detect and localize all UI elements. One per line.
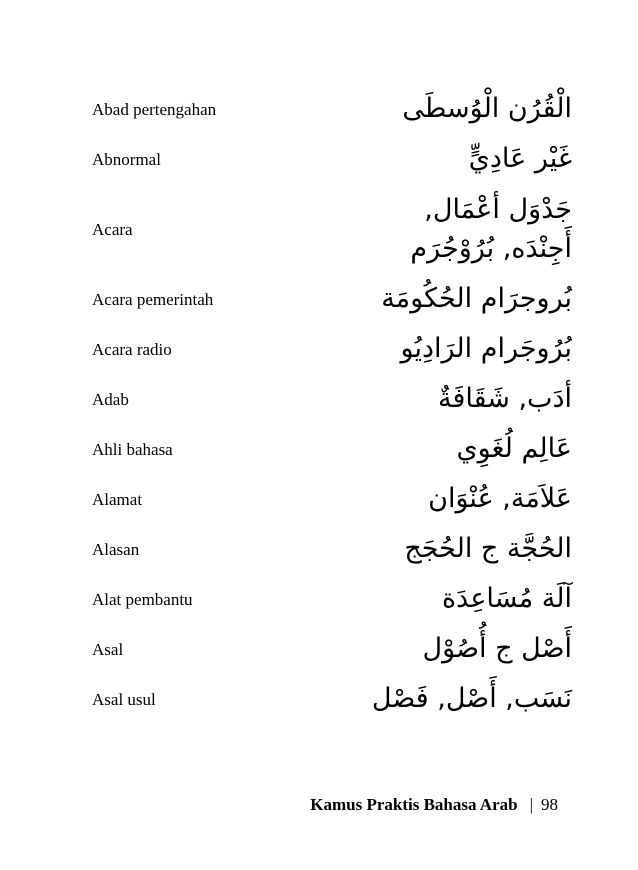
footer-separator: | <box>529 795 533 814</box>
entry-term: Alasan <box>92 539 140 559</box>
entry-term: Asal usul <box>92 689 156 709</box>
entry-term: Alamat <box>92 489 143 509</box>
entry-row <box>92 474 572 524</box>
page-footer <box>0 795 558 815</box>
entry-row <box>92 184 572 274</box>
entry-arabic <box>442 579 572 618</box>
arabic-line: غَيْر عَادِيٍّ <box>468 143 572 175</box>
entry-term: Asal <box>92 639 124 659</box>
entry-arabic <box>401 329 572 368</box>
arabic-line: أدَب, شَقَافَةٌ <box>438 383 572 415</box>
entry-row <box>92 374 572 424</box>
entry-arabic <box>469 139 572 178</box>
page-number: 98 <box>541 795 558 814</box>
arabic-line: بُروجرَام الحُكُومَة <box>381 283 572 315</box>
arabic-line: الحُجَّة ج الحُجَج <box>404 533 572 565</box>
entry-row <box>92 84 572 134</box>
entry-arabic <box>438 379 572 418</box>
entry-row <box>92 524 572 574</box>
entry-arabic <box>410 190 572 268</box>
arabic-line: بُرُوجَرام الرَادِيُو <box>400 333 572 365</box>
dictionary-entries <box>92 84 572 724</box>
arabic-line: الْقُرُن الْوُسطَى <box>402 93 572 125</box>
entry-term: Alat pembantu <box>92 589 193 609</box>
arabic-line: أَجِنْدَه, بُرُوْجُرَم <box>410 233 572 264</box>
entry-term: Adab <box>92 389 129 409</box>
entry-term: Abnormal <box>92 149 161 169</box>
book-title: Kamus Praktis Bahasa Arab <box>310 795 518 814</box>
arabic-line: جَدْوَل أعْمَال, <box>424 193 572 225</box>
entry-term: Acara radio <box>92 339 172 359</box>
entry-row <box>92 274 572 324</box>
arabic-line: أَصْل ج أُصُوْل <box>422 633 572 665</box>
entry-term: Abad pertengahan <box>92 99 217 119</box>
entry-arabic <box>402 89 572 128</box>
entry-row <box>92 674 572 724</box>
entry-arabic <box>457 429 572 468</box>
entry-arabic <box>381 279 572 318</box>
entry-arabic <box>423 629 572 668</box>
entry-arabic <box>372 679 572 718</box>
entry-term: Ahli bahasa <box>92 439 173 459</box>
entry-row <box>92 324 572 374</box>
entry-row <box>92 624 572 674</box>
entry-row <box>92 424 572 474</box>
arabic-line: آلَة مُسَاعِدَة <box>442 583 572 615</box>
arabic-line: عَلاَمَة, عُنْوَان <box>428 483 572 515</box>
arabic-line: نَسَب, أَصْل, فَصْل <box>371 683 572 715</box>
entry-term: Acara pemerintah <box>92 289 214 309</box>
entry-row <box>92 574 572 624</box>
entry-row <box>92 134 572 184</box>
entry-term: Acara <box>92 219 133 239</box>
arabic-line: عَالِم لُغَوِي <box>456 433 572 465</box>
entry-arabic <box>428 479 572 518</box>
entry-arabic <box>404 529 572 568</box>
